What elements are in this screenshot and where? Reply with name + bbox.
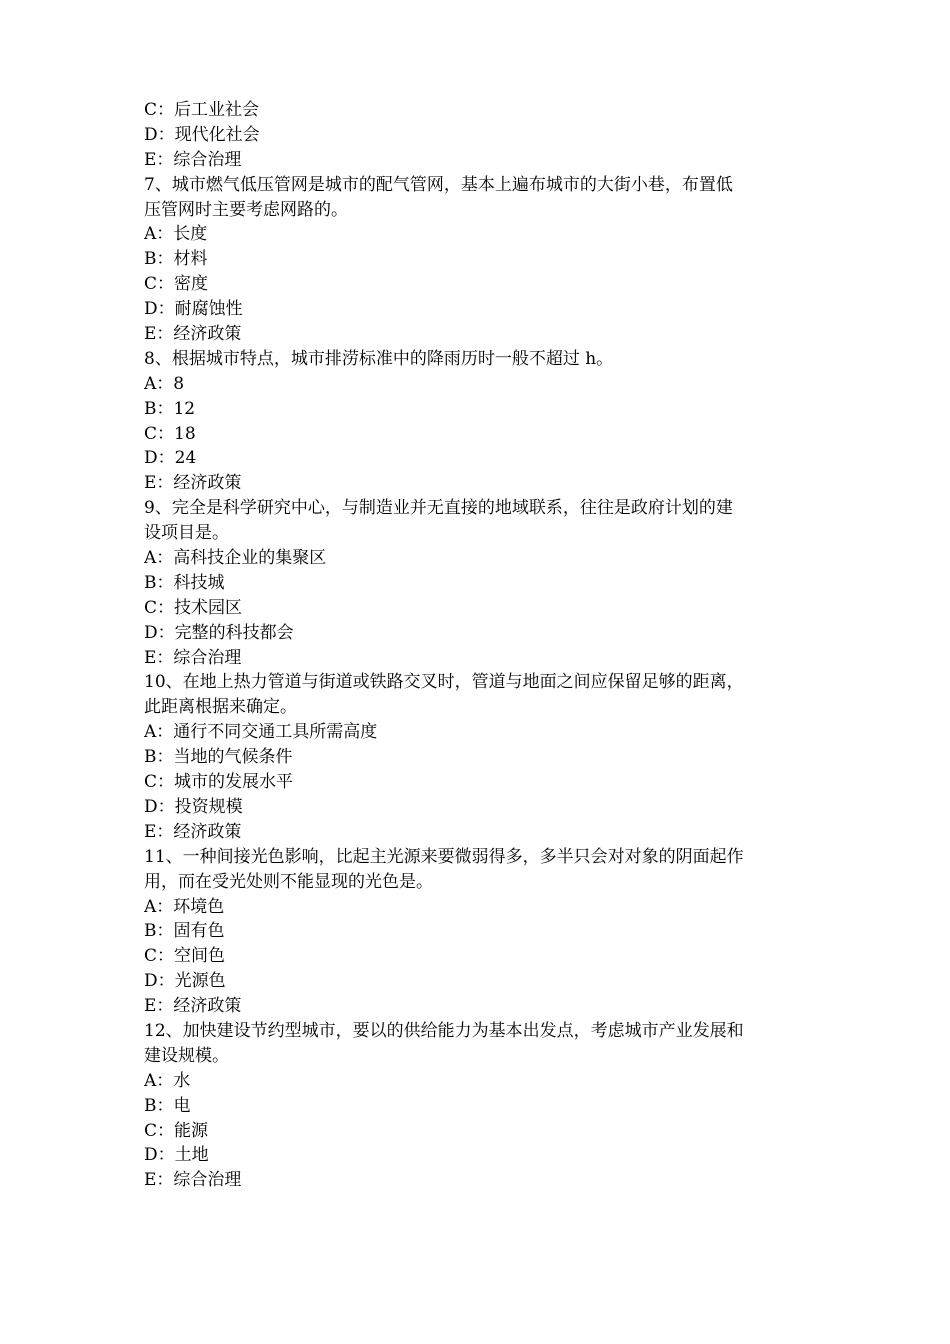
option-line: D：耐腐蚀性: [144, 299, 243, 320]
option-line: D：现代化社会: [144, 124, 260, 145]
option-line: D：土地: [144, 1145, 209, 1166]
option-line: A：水: [144, 1070, 191, 1091]
option-line: C：能源: [144, 1120, 209, 1141]
option-line: E：综合治理: [144, 1170, 242, 1191]
option-line: E：综合治理: [144, 149, 242, 170]
question-stem: 建设规模。: [144, 1045, 229, 1066]
question-7: [144, 173, 814, 347]
question-11: [144, 845, 814, 1019]
option-line: E：经济政策: [144, 473, 242, 494]
question-stem: 设项目是。: [144, 523, 229, 544]
option-line: B：电: [144, 1095, 191, 1116]
option-line: B：固有色: [144, 921, 225, 942]
question-stem: 10、在地上热力管道与街道或铁路交叉时，管道与地面之间应保留足够的距离，: [144, 672, 744, 693]
question-10: [144, 670, 814, 844]
option-line: A：高科技企业的集聚区: [144, 548, 327, 569]
question-stem: 9、完全是科学研究中心，与制造业并无直接的地域联系，往往是政府计划的建: [144, 498, 733, 519]
question-12: [144, 1019, 814, 1193]
question-stem: 8、根据城市特点，城市排涝标准中的降雨历时一般不超过 h。: [144, 348, 614, 369]
question-stem: 7、城市燃气低压管网是城市的配气管网，基本上遍布城市的大街小巷，布置低: [144, 174, 733, 195]
option-line: B：12: [144, 398, 196, 419]
question-8: [144, 347, 814, 496]
option-line: C：密度: [144, 274, 209, 295]
option-line: C：空间色: [144, 946, 226, 967]
option-line: D：投资规模: [144, 796, 243, 817]
question-stem: 11、一种间接光色影响，比起主光源来要微弱得多，多半只会对对象的阴面起作: [144, 846, 744, 867]
option-line: B：科技城: [144, 572, 225, 593]
option-line: E：经济政策: [144, 324, 242, 345]
question-stem: 此距离根据来确定。: [144, 697, 297, 718]
option-line: C：18: [144, 423, 196, 444]
option-line: A：环境色: [144, 896, 225, 917]
option-line: C：后工业社会: [144, 100, 260, 120]
question-9: [144, 496, 814, 670]
option-line: D：完整的科技都会: [144, 622, 294, 643]
option-line: B：当地的气候条件: [144, 747, 293, 768]
question-stem: 用，而在受光处则不能显现的光色是。: [144, 871, 433, 892]
option-line: E：经济政策: [144, 821, 242, 842]
option-line: A：通行不同交通工具所需高度: [144, 722, 378, 743]
option-line: D：光源色: [144, 971, 226, 992]
question-stem: 12、加快建设节约型城市，要以的供给能力为基本出发点，考虑城市产业发展和: [144, 1020, 744, 1041]
document-page: [144, 98, 814, 1193]
option-line: A：8: [144, 373, 185, 394]
option-line: A：长度: [144, 224, 208, 245]
option-line: E：经济政策: [144, 996, 242, 1017]
option-line: E：综合治理: [144, 647, 242, 668]
option-line: C：技术园区: [144, 597, 243, 618]
option-line: C：城市的发展水平: [144, 772, 294, 793]
option-line: D：24: [144, 448, 197, 469]
option-line: B：材料: [144, 249, 208, 270]
leading-options: [144, 98, 814, 173]
question-stem: 压管网时主要考虑网路的。: [144, 199, 348, 220]
